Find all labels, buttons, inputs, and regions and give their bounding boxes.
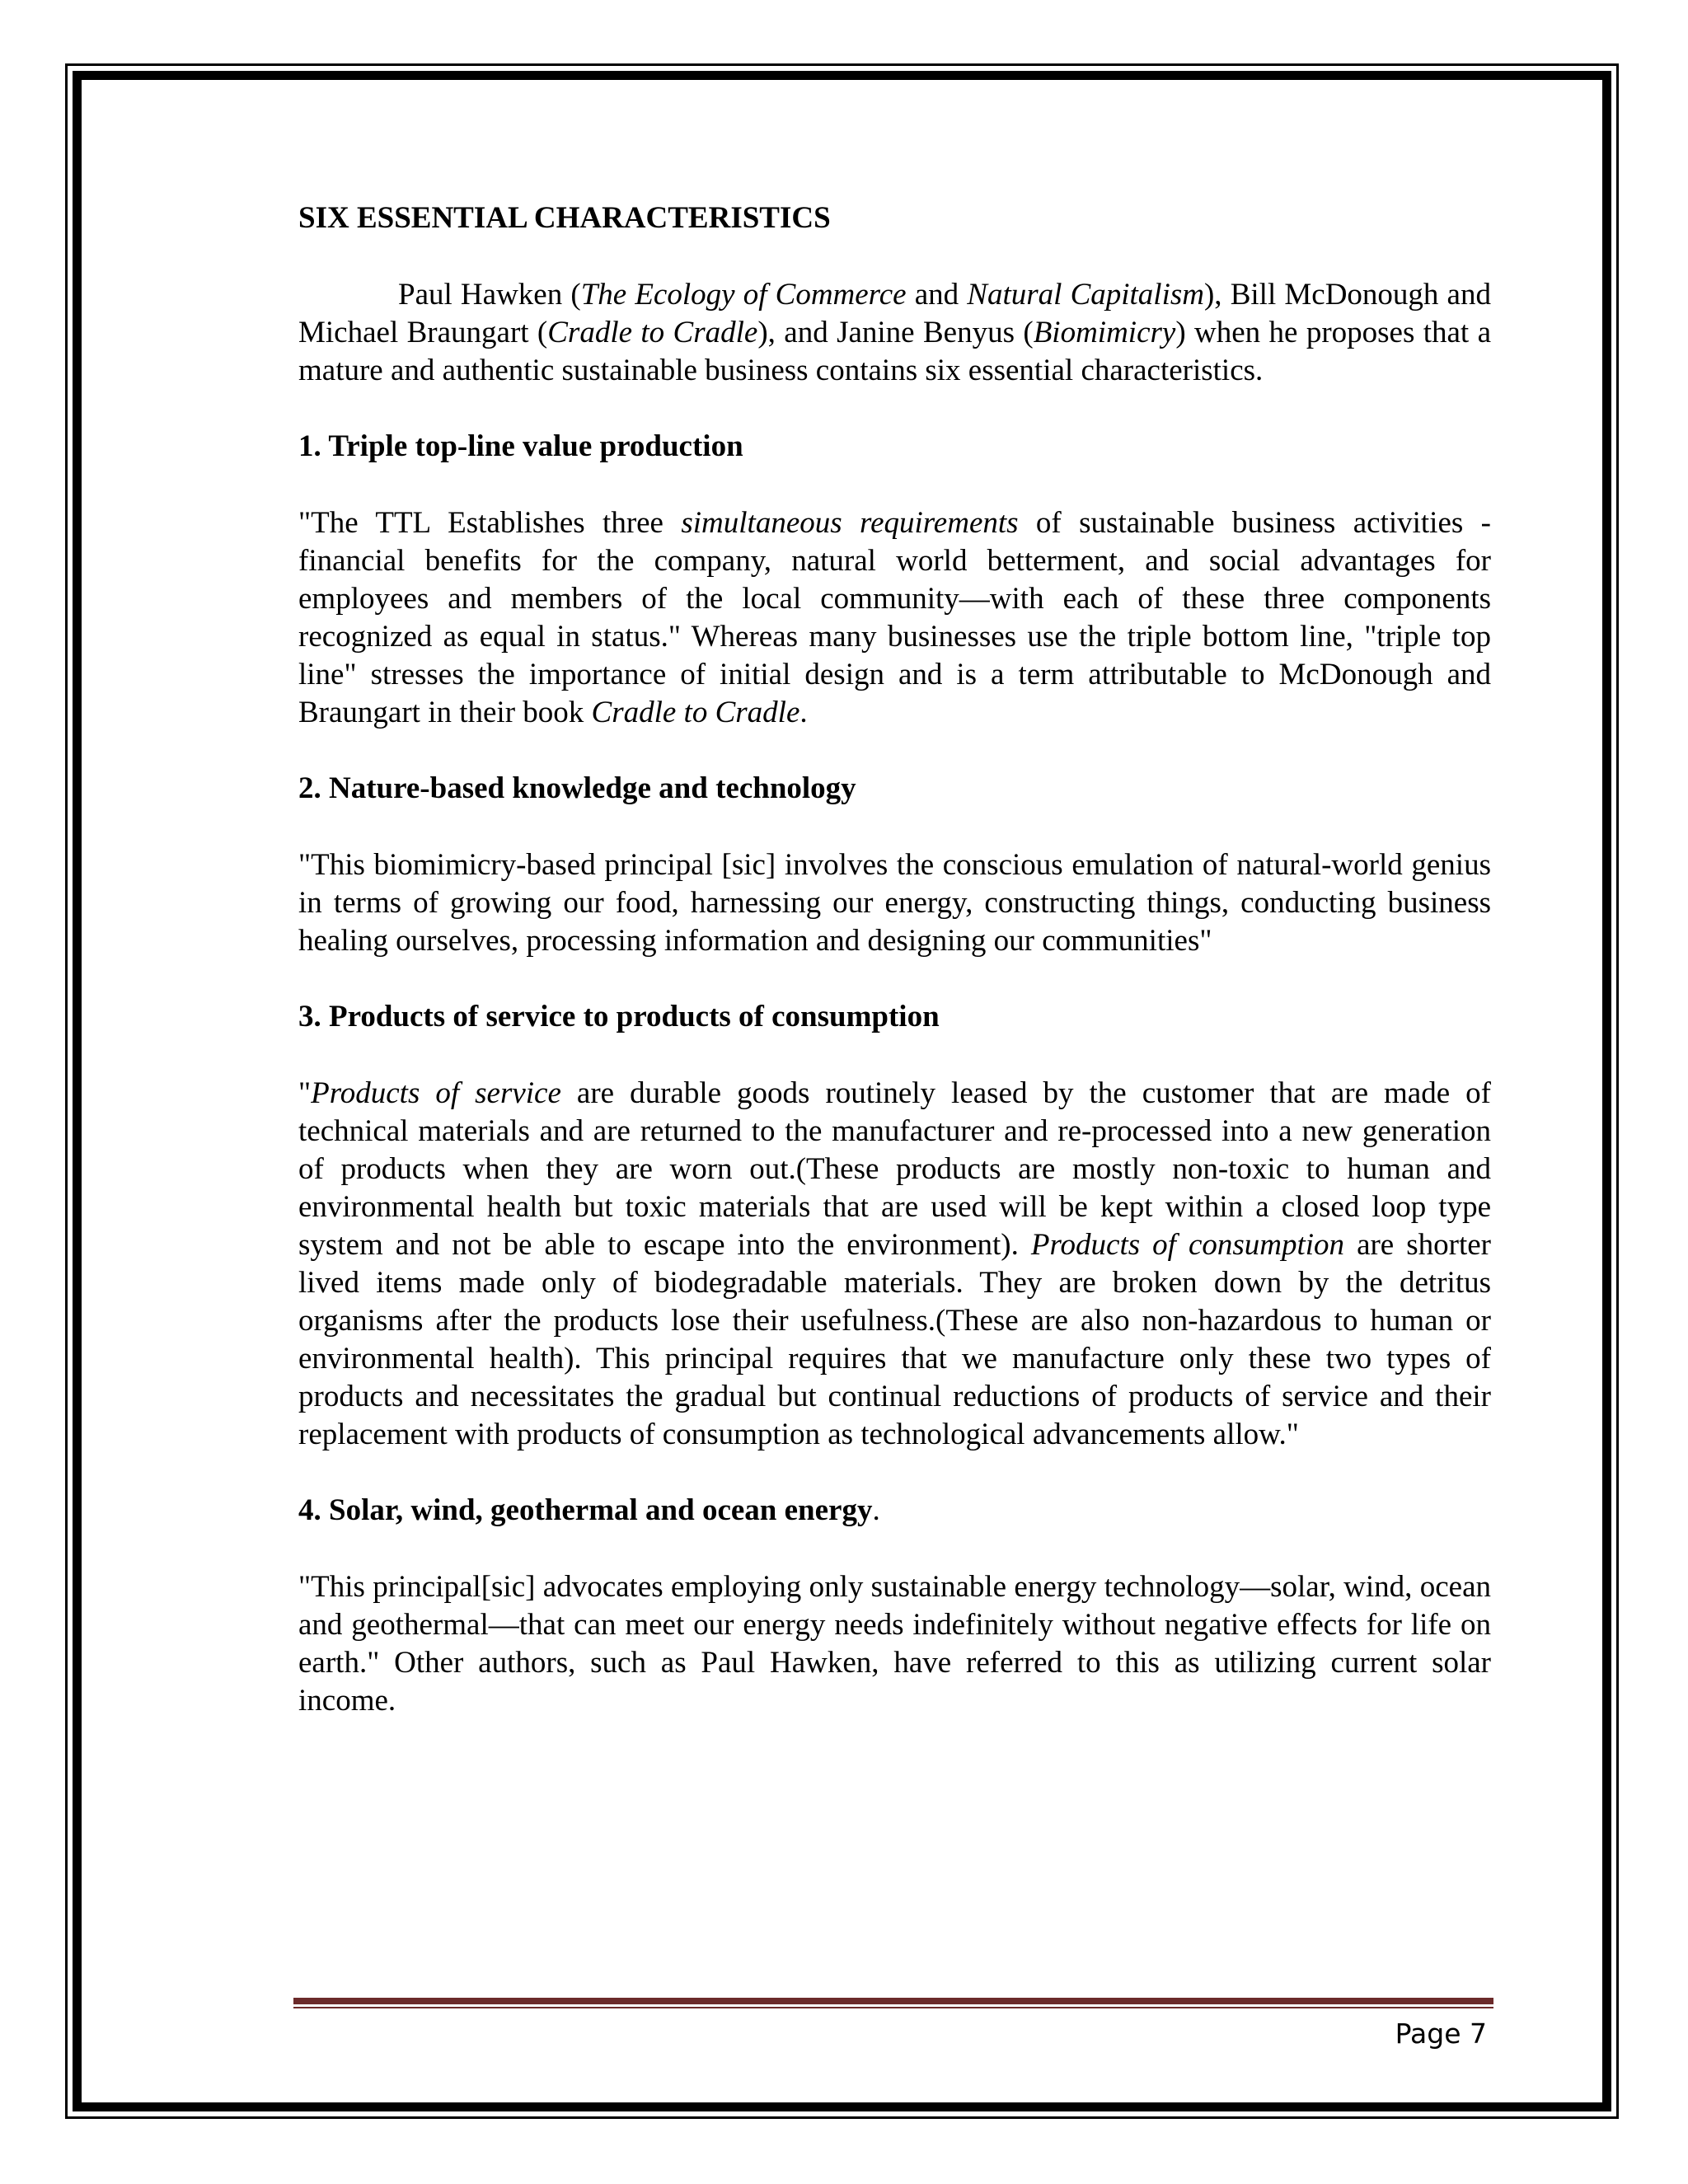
section-1-paragraph: "The TTL Establishes three simultaneous requirements of sustainable business activities - financial benefits for the company, natural world betterment, and social advantages for employees and members of the local community—with each of these three components recognized as equal in status." Whereas many businesses use the triple bottom line, "triple top line" stresses the importance of initial design and is a term attributable to McDonough and Braungart in their book Cradle to Cradle. [298, 506, 1491, 729]
page-number: Page 7 [1395, 2018, 1487, 2050]
section-3-paragraph: "Products of service are durable goods routinely leased by the customer that are made of technical materials and are returned to the manufacturer and re-processed into a new generation of products when they are worn out.(These products are mostly non-toxic to human and environmental health but toxic materials that are used will be kept within a closed loop type system and not be able to escape into the environment). Products of consumption are shorter lived items made only of biodegradable materials. They are broken down by the detritus organisms after the products lose their usefulness.(These are also non-hazardous to human or environmental health). This principal requires that we manufacture only these two types of products and necessitates the gradual but continual reductions of products of service and their replacement with products of consumption as technological advancements allow." [298, 1076, 1491, 1451]
footer-divider-thin [293, 2007, 1493, 2008]
intro-paragraph: Paul Hawken (The Ecology of Commerce and Natural Capitalism), Bill McDonough and Michael Braungart (Cradle to Cradle), and Janine Benyus (Biomimicry) when he proposes that a mature and authentic sustainable business contains six essential characteristics. [298, 278, 1492, 387]
section-2-paragraph: "This biomimicry-based principal [sic] involves the conscious emulation of natural-world genius in terms of growing our food, harnessing our energy, constructing things, conducting business healing ourselves, processing information and designing our communities" [298, 848, 1491, 958]
document-title: SIX ESSENTIAL CHARACTERISTICS [298, 201, 831, 235]
section-4-paragraph: "This principal[sic] advocates employing only sustainable energy technology—solar, wind, ocean and geothermal—that can meet our energy needs indefinitely without negative effects for life on earth." Other authors, such as Paul Hawken, have referred to this as utilizing current solar income. [298, 1570, 1491, 1718]
section-4-heading: 4. Solar, wind, geothermal and ocean energy. [298, 1493, 880, 1527]
section-1-heading: 1. Triple top-line value production [298, 429, 743, 463]
section-3-heading: 3. Products of service to products of consumption [298, 1000, 940, 1033]
section-2-heading: 2. Nature-based knowledge and technology [298, 771, 856, 805]
document-body [298, 199, 1491, 1720]
footer-divider-thick [293, 1998, 1493, 2004]
